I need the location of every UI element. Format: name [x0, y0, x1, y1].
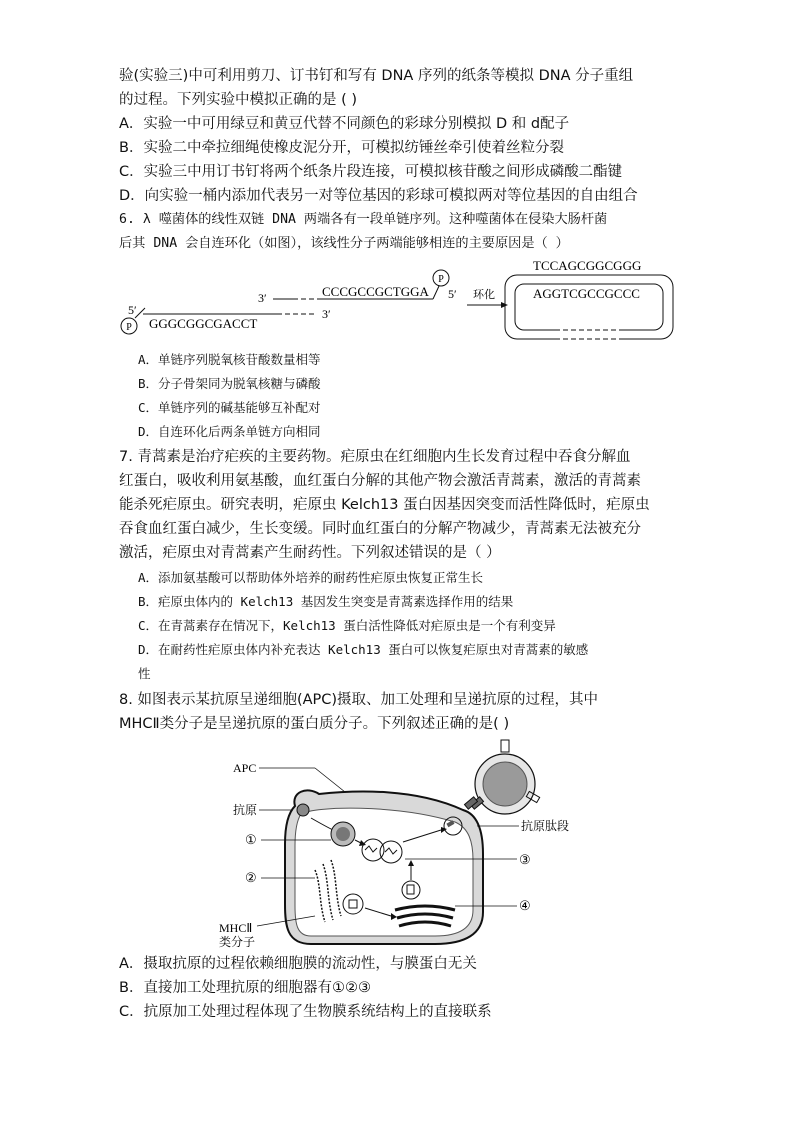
q6-option-b: B．分子骨架同为脱氧核糖与磷酸: [138, 376, 321, 391]
q7-option-a: A．添加氨基酸可以帮助体外培养的耐药性疟原虫恢复正常生长: [138, 570, 484, 585]
intro-line-1: 验(实验三)中可利用剪刀、订书钉和写有 DNA 序列的纸条等模拟 DNA 分子重组: [119, 68, 634, 84]
q6-option-d: D．自连环化后两条单链方向相同: [138, 424, 321, 439]
q8-stem-line-1: 8. 如图表示某抗原呈递细胞(APC)摄取、加工处理和呈递抗原的过程，其中: [119, 692, 599, 708]
q6-stem-line-1: 6. λ 噬菌体的线性双链 DNA 两端各有一段单链序列。这种噬菌体在侵染大肠杆菌: [119, 212, 608, 227]
q7-stem-line-3: 能杀死疟原虫。研究表明，疟原虫 Kelch13 蛋白因基因突变而活性降低时，疟原虫: [119, 497, 650, 513]
mhc-label-2: 类分子: [219, 935, 256, 949]
q8-option-b: B．直接加工处理抗原的细胞器有①②③: [119, 980, 371, 996]
cyclization-label: 环化: [473, 289, 495, 301]
peptide-label: 抗原肽段: [521, 819, 570, 833]
option-line-b: B．实验二中牵拉细绳使橡皮泥分开，可模拟纺锤丝牵引使着丝粒分裂: [119, 140, 564, 156]
q6-option-a: A．单链序列脱氧核苷酸数量相等: [138, 352, 321, 367]
marker-2: ②: [245, 870, 257, 885]
marker-1: ①: [245, 832, 257, 847]
q7-option-b: B．疟原虫体内的 Kelch13 基因发生突变是青蒿素选择作用的结果: [138, 594, 514, 609]
t-cell-nucleus: [483, 762, 527, 806]
q6-stem-line-2: 后其 DNA 会自连环化（如图），该线性分子两端能够相连的主要原因是（ ）: [119, 236, 569, 251]
q7-option-d-continued: 性: [138, 666, 151, 681]
marker-3: ③: [519, 852, 531, 867]
q7-stem-line-5: 激活，疟原虫对青蒿素产生耐药性。下列叙述错误的是（ ）: [119, 545, 501, 561]
antigen-particle: [297, 804, 309, 816]
phosphate-left-label: P: [126, 322, 132, 333]
option-line-c: C．实验三中用订书钉将两个纸条片段连接，可模拟核苷酸之间形成磷酸二酯键: [119, 164, 623, 180]
ring-inner-seq: AGGTCGCCGCCC: [533, 286, 640, 301]
dna-cyclization-diagram: [115, 256, 675, 340]
apc-antigen-diagram: [215, 734, 605, 950]
marker-4: ④: [519, 898, 531, 913]
q7-option-c: C．在青蒿素存在情况下，Kelch13 蛋白活性降低对疟原虫是一个有利变异: [138, 618, 556, 633]
q7-stem-line-4: 吞食血红蛋白减少，生长变缓。同时血红蛋白的分解产物减少，青蒿素无法被充分: [119, 521, 641, 537]
three-prime-bottom: 3′: [322, 307, 331, 321]
ring-top-seq: TCCAGCGGCGGG: [533, 258, 642, 273]
t-cell-receptor-top: [501, 740, 509, 752]
three-prime-top: 3′: [258, 291, 267, 305]
q7-option-d: D．在耐药性疟原虫体内补充表达 Kelch13 蛋白可以恢复疟原虫对青蒿素的敏感: [138, 642, 589, 657]
option-line-d: D．向实验一桶内添加代表另一对等位基因的彩球可模拟两对等位基因的自由组合: [119, 188, 638, 204]
five-prime-left: 5′: [128, 303, 137, 317]
q7-stem-line-1: 7. 青蒿素是治疗疟疾的主要药物。疟原虫在红细胞内生长发育过程中吞食分解血: [119, 449, 631, 465]
intro-line-2: 的过程。下列实验中模拟正确的是 ( ): [119, 92, 358, 108]
q7-stem-line-2: 红蛋白，吸收利用氨基酸，血红蛋白分解的其他产物会激活青蒿素，激活的青蒿素: [119, 473, 641, 489]
q8-stem-line-2: MHCⅡ类分子是呈递抗原的蛋白质分子。下列叙述正确的是( ): [119, 716, 510, 732]
q8-option-a: A．摄取抗原的过程依赖细胞膜的流动性，与膜蛋白无关: [119, 956, 477, 972]
five-prime-right: 5′: [448, 287, 457, 301]
q8-option-c: C．抗原加工处理过程体现了生物膜系统结构上的直接联系: [119, 1004, 492, 1020]
antigen-label: 抗原: [233, 803, 258, 817]
apc-label: APC: [233, 761, 257, 775]
phosphate-right-label: P: [438, 274, 444, 285]
endosome-core: [336, 827, 350, 841]
mhc-label-1: MHCⅡ: [219, 921, 253, 935]
q6-option-c: C．单链序列的碱基能够互补配对: [138, 400, 321, 415]
bottom-strand-seq: GGGCGGCGACCT: [149, 316, 258, 331]
option-line-a: A．实验一中可用绿豆和黄豆代替不同颜色的彩球分别模拟 D 和 d配子: [119, 116, 570, 132]
top-strand-seq: CCCGCCGCTGGA: [322, 284, 429, 299]
